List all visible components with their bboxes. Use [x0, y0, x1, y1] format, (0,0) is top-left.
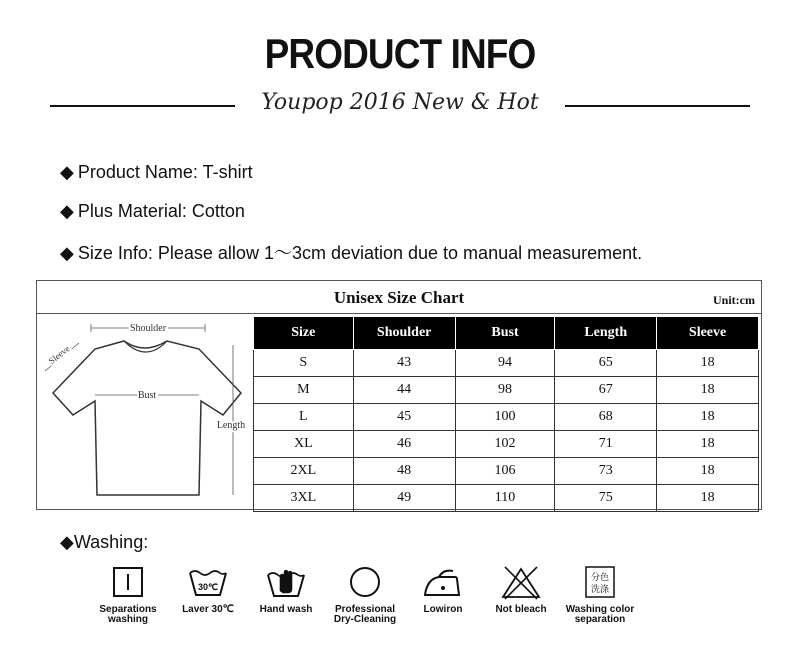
washing-heading: [60, 532, 148, 553]
hand-wash-item: [246, 565, 326, 615]
table-cell: 18: [657, 350, 759, 377]
length-label: Length: [216, 420, 246, 431]
table-cell: 75: [555, 485, 657, 512]
table-cell: 18: [657, 377, 759, 404]
dry-clean-icon: [345, 565, 385, 601]
table-cell: 2XL: [254, 458, 354, 485]
subtitle-row: [50, 90, 750, 120]
hand-wash-icon: [264, 565, 308, 601]
table-cell: 48: [353, 458, 455, 485]
icon-label: [325, 605, 405, 625]
table-cell: M: [254, 377, 354, 404]
icon-label: [481, 605, 561, 615]
table-cell: 73: [555, 458, 657, 485]
size-chart-title: Unisex Size Chart: [333, 288, 465, 307]
icon-label: [88, 605, 168, 625]
table-cell: 100: [455, 404, 555, 431]
diamond-bullet-icon: ◆: [60, 201, 74, 221]
table-row: [254, 485, 759, 512]
icon-label-line: Separations: [99, 604, 157, 615]
table-row: [254, 431, 759, 458]
table-cell: 102: [455, 431, 555, 458]
info-text: Size Info: Please allow 1〜3cm deviation due to manual measurement.: [77, 243, 643, 263]
icon-label-line: Not bleach: [495, 604, 547, 615]
icon-label-line: Washing color: [565, 604, 635, 615]
washing-label: Washing:: [73, 532, 149, 552]
table-cell: 49: [353, 485, 455, 512]
icon-label-line: separation: [574, 614, 626, 625]
column-header: Sleeve: [657, 317, 759, 350]
table-cell: 18: [657, 458, 759, 485]
icon-label-line: Hand wash: [259, 604, 313, 615]
subtitle-rule-left: [50, 105, 235, 107]
diamond-bullet-icon: ◆: [60, 243, 74, 263]
tshirt-diagram: [39, 315, 251, 505]
info-text: Plus Material: Cotton: [77, 201, 245, 221]
tshirt-outline: [53, 341, 241, 495]
column-header: Shoulder: [353, 317, 455, 350]
table-cell: 106: [455, 458, 555, 485]
color-separation-glyph: 洗涤: [590, 585, 610, 595]
table-cell: 18: [657, 485, 759, 512]
table-cell: 18: [657, 404, 759, 431]
table-cell: 110: [455, 485, 555, 512]
table-cell: 67: [555, 377, 657, 404]
icon-label: [560, 605, 640, 625]
info-material: [60, 201, 245, 222]
icon-label-line: Lowiron: [423, 604, 463, 615]
icon-label-line: Dry-Cleaning: [333, 614, 397, 625]
icon-label: [246, 605, 326, 615]
dry-clean-item: [325, 565, 405, 625]
no-bleach-item: [481, 565, 561, 615]
icon-label-line: Laver 30℃: [182, 604, 234, 615]
table-cell: XL: [254, 431, 354, 458]
table-cell: 43: [353, 350, 455, 377]
table-cell: 65: [555, 350, 657, 377]
sleeve-label: Sleeve: [46, 343, 72, 366]
table-cell: 94: [455, 350, 555, 377]
column-header: Size: [254, 317, 354, 350]
color-separation-icon: [580, 565, 620, 601]
table-row: [254, 404, 759, 431]
color-separation-glyph: 分色: [590, 573, 610, 583]
low-iron-icon: [421, 565, 465, 601]
column-header: Length: [555, 317, 657, 350]
table-row: [254, 377, 759, 404]
size-chart: [36, 280, 762, 510]
table-cell: 98: [455, 377, 555, 404]
wash-30-icon: [186, 565, 230, 601]
info-size: [60, 239, 642, 265]
subtitle: Youpop 2016 New & Hot: [261, 90, 539, 115]
table-cell: S: [254, 350, 354, 377]
wash-30-item: [168, 565, 248, 615]
table-row: [254, 458, 759, 485]
table-row: [254, 350, 759, 377]
icon-label-line: washing: [107, 614, 148, 625]
wash-temperature: 30℃: [197, 582, 219, 592]
info-text: Product Name: T-shirt: [77, 162, 253, 182]
shoulder-label: Shoulder: [129, 323, 167, 334]
color-separation-item: [560, 565, 640, 625]
size-chart-unit: Unit:cm: [713, 293, 755, 307]
icon-label-line: Professional: [334, 604, 396, 615]
table-cell: 45: [353, 404, 455, 431]
table-cell: 46: [353, 431, 455, 458]
table-cell: 18: [657, 431, 759, 458]
bust-label: Bust: [137, 390, 157, 401]
icon-label: [403, 605, 483, 615]
diamond-bullet-icon: ◆: [60, 162, 74, 182]
separate-wash-item: [88, 565, 168, 625]
table-cell: L: [254, 404, 354, 431]
table-cell: 44: [353, 377, 455, 404]
column-header: Bust: [455, 317, 555, 350]
table-header-row: [254, 317, 759, 350]
no-bleach-icon: [499, 565, 543, 601]
subtitle-rule-right: [565, 105, 750, 107]
page-title: PRODUCT INFO: [264, 30, 536, 77]
separate-wash-icon: [108, 565, 148, 601]
size-table: [253, 316, 759, 512]
icon-label: [168, 605, 248, 615]
table-cell: 3XL: [254, 485, 354, 512]
info-product-name: [60, 162, 253, 183]
table-cell: 68: [555, 404, 657, 431]
table-cell: 71: [555, 431, 657, 458]
diamond-bullet-icon: ◆: [60, 532, 74, 552]
low-iron-item: [403, 565, 483, 615]
size-chart-divider: [37, 313, 761, 314]
